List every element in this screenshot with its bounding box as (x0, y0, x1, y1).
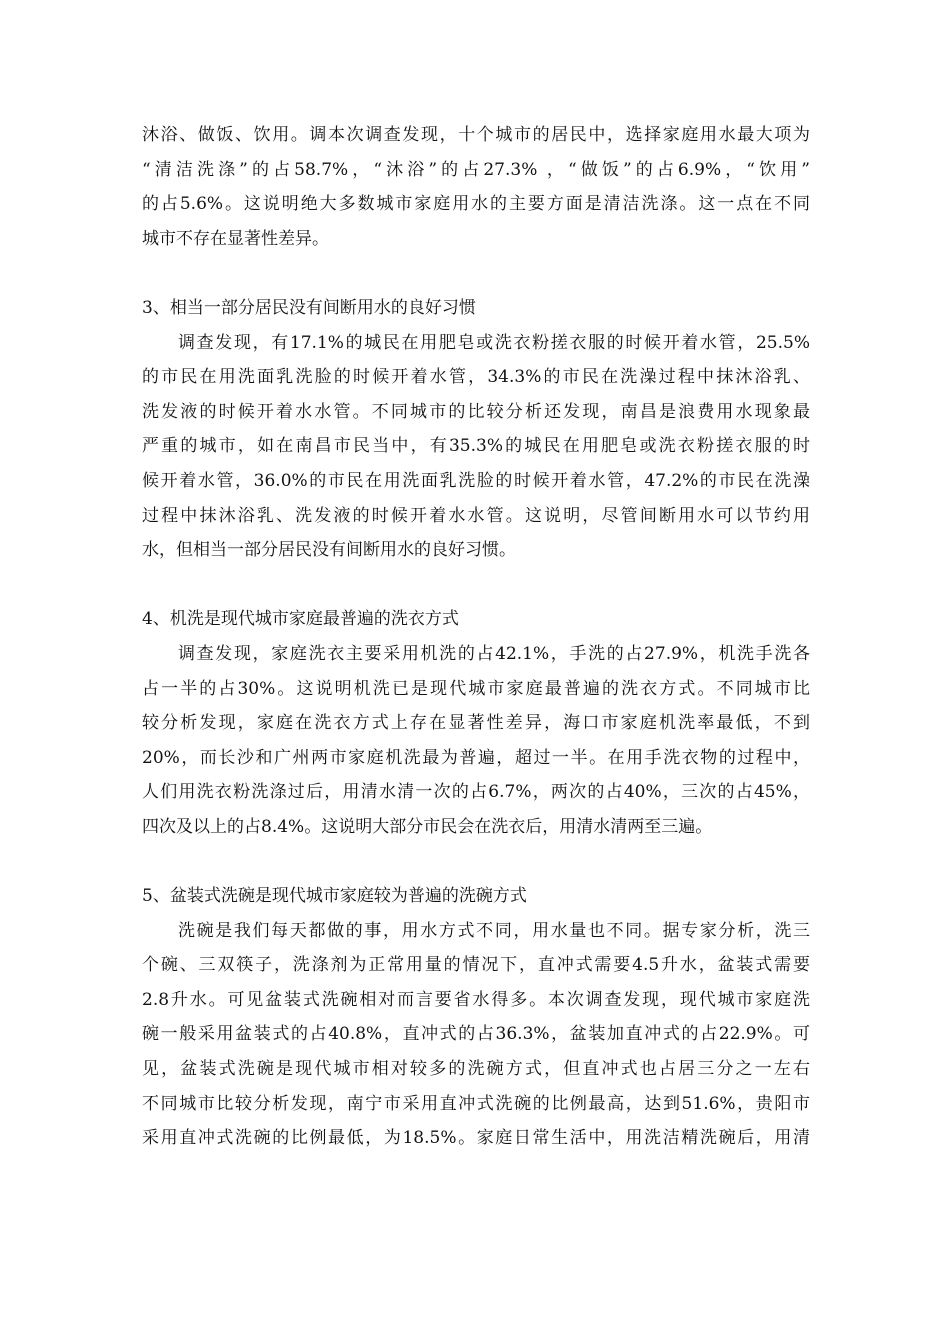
text-line: 采用直冲式洗碗的比例最低，为18.5%。家庭日常生活中，用洗洁精洗碗后，用清 (142, 1128, 810, 1149)
text-line: 过程中抹沐浴乳、洗发液的时候开着水水管。这说明，尽管间断用水可以节约用 (142, 505, 810, 526)
text-line: 严重的城市，如在南昌市民当中，有35.3%的城民在用肥皂或洗衣粉搓衣服的时 (142, 436, 810, 457)
text-line: 洗碗是我们每天都做的事，用水方式不同，用水量也不同。据专家分析，洗三 (178, 920, 810, 941)
text-line: 沐浴、做饭、饮用。调本次调查发现，十个城市的居民中，选择家庭用水最大项为 (142, 125, 810, 145)
text-line: 个碗、三双筷子，洗涤剂为正常用量的情况下，直冲式需要4.5升水，盆装式需要 (142, 955, 810, 976)
text-line: 人们用洗衣粉洗涤过后，用清水清一次的占6.7%，两次的占40%，三次的占45%， (142, 782, 810, 803)
section-heading: 3、相当一部分居民没有间断用水的良好习惯 (142, 297, 476, 318)
section-4 (142, 602, 810, 844)
text-line: 较分析发现，家庭在洗衣方式上存在显著性差异，海口市家庭机洗率最低，不到 (142, 713, 810, 734)
text-line: 不同城市比较分析发现，南宁市采用直冲式洗碗的比例最高，达到51.6%，贵阳市 (142, 1093, 810, 1114)
text-line: 碗一般采用盆装式的占40.8%，直冲式的占36.3%，盆装加直冲式的占22.9%。可 (142, 1024, 810, 1045)
text-line: 2.8升水。可见盆装式洗碗相对而言要省水得多。本次调查发现，现代城市家庭洗 (142, 989, 810, 1010)
text-line: 候开着水管，36.0%的市民在用洗面乳洗脸的时候开着水管，47.2%的市民在洗澡 (142, 470, 810, 491)
paragraph-gap (142, 568, 810, 603)
paragraph-gap (142, 844, 810, 879)
text-line: 的占5.6%。这说明绝大多数城市家庭用水的主要方面是清洁洗涤。这一点在不同 (142, 194, 810, 215)
text-line: 占一半的占30%。这说明机洗已是现代城市家庭最普遍的洗衣方式。不同城市比 (142, 678, 810, 699)
text-line: 洗发液的时候开着水水管。不同城市的比较分析还发现，南昌是浪费用水现象最 (142, 401, 810, 422)
section-heading: 4、机洗是现代城市家庭最普遍的洗衣方式 (142, 609, 459, 630)
text-line: 20%，而长沙和广州两市家庭机洗最为普遍，超过一半。在用手洗衣物的过程中， (142, 747, 810, 768)
paragraph-water-usage (142, 118, 810, 256)
text-line: 四次及以上的占8.4%。这说明大部分市民会在洗衣后，用清水清两至三遍。 (142, 816, 713, 837)
text-line: 见，盆装式洗碗是现代城市相对较多的洗碗方式，但直冲式也占居三分之一左右 (142, 1059, 810, 1080)
text-line: 城市不存在显著性差异。 (142, 228, 329, 249)
section-3 (142, 291, 810, 568)
paragraph-gap (142, 256, 810, 291)
text-line: “清洁洗涤”的占58.7%，“沐浴”的占27.3% ，“做饭”的占6.9%，“饮用” (142, 159, 810, 180)
text-line: 水，但相当一部分居民没有间断用水的良好习惯。 (142, 540, 516, 561)
text-line: 调查发现，有17.1%的城民在用肥皂或洗衣粉搓衣服的时候开着水管，25.5% (178, 332, 810, 353)
text-line: 调查发现，家庭洗衣主要采用机洗的占42.1%，手洗的占27.9%，机洗手洗各 (178, 643, 810, 664)
text-line: 的市民在用洗面乳洗脸的时候开着水管，34.3%的市民在洗澡过程中抹沐浴乳、 (142, 367, 810, 388)
section-heading: 5、盆装式洗碗是现代城市家庭较为普遍的洗碗方式 (142, 886, 527, 907)
section-5 (142, 879, 810, 1156)
